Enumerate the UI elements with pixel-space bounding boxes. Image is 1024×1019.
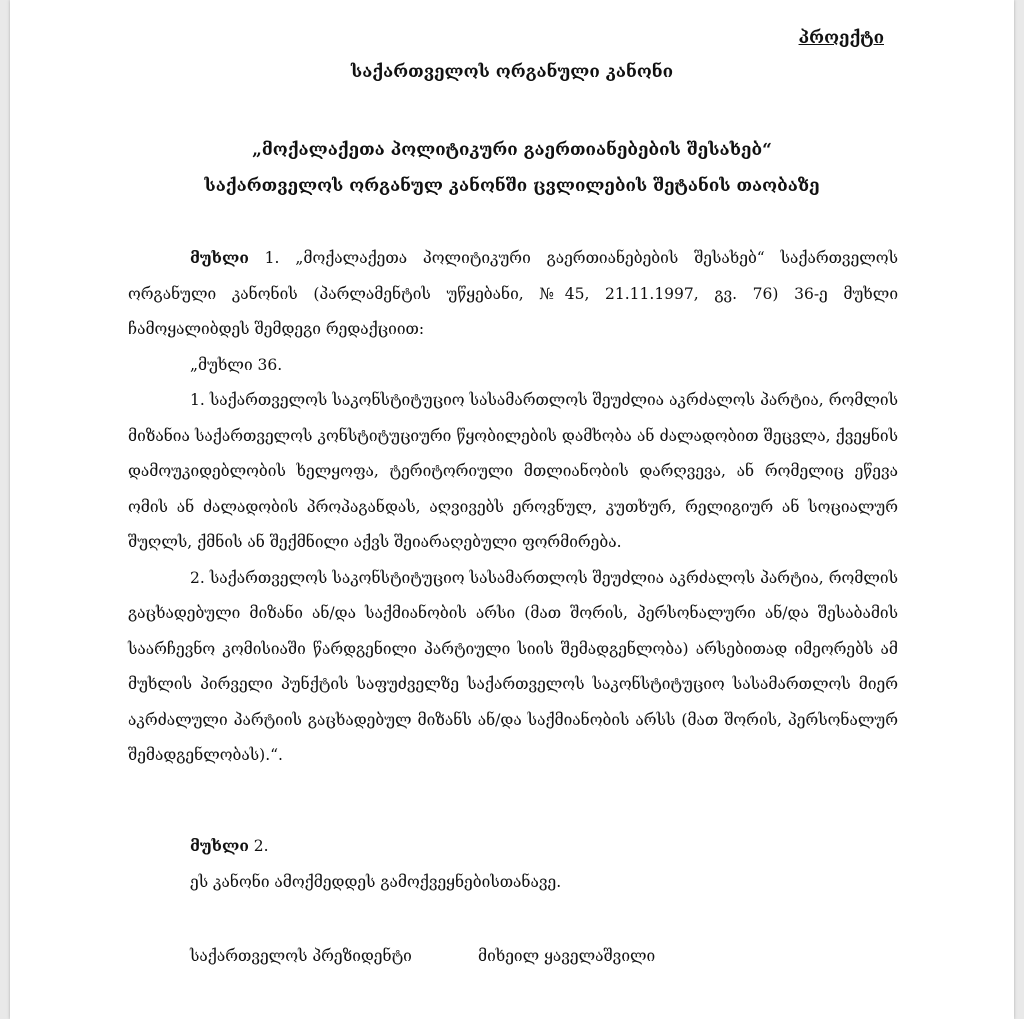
article-2-label: მუხლი <box>190 836 249 855</box>
article-2-heading <box>190 836 269 855</box>
law-subtitle-line-1: „მოქალაქეთა პოლიტიკური გაერთიანებების შესახებ“ <box>252 140 772 160</box>
article-1-intro <box>128 240 898 348</box>
signature-role: საქართველოს პრეზიდენტი <box>190 947 412 965</box>
article-36-point-1: 1. საქართველოს საკონსტიტუციო სასამართლოს შეუძლია აკრძალოს პარტია, რომლის მიზანია საქართველოს კონსტიტუციური წყობილების დამხობა ან ძალადობით შეცვლა, ქვეყნის დამოუკიდებლობის ხელყოფა, ტერიტორიული მთლიანობის დარღვევა, ან რომელიც ეწევა ომის ან ძალადობის პროპაგანდას, აღვივებს ეროვნულ, კუთხურ, რელიგიურ ან სოციალურ შუღლს, ქმნის ან შექმნილი აქვს შეიარაღებული ფორმირება. <box>128 391 898 551</box>
quoted-article-heading: „მუხლი 36. <box>190 355 283 374</box>
article-1-label: მუხლი <box>190 248 249 267</box>
document-page <box>10 0 1014 1019</box>
article-1-intro-text: 1. „მოქალაქეთა პოლიტიკური გაერთიანებების შესახებ“ საქართველოს ორგანული კანონის (პარლამენტის უწყებანი, №45, 21.11.1997, გვ. 76) 36-ე მუხლი ჩამოყალიბდეს შემდეგი რედაქციით: <box>128 249 898 338</box>
law-title: საქართველოს ორგანული კანონი <box>350 62 674 82</box>
article-2-number: 2. <box>248 837 269 855</box>
article-1 <box>128 240 898 774</box>
article-2-text: ეს კანონი ამოქმედდეს გამოქვეყნებისთანავე. <box>190 873 562 891</box>
law-subtitle-line-2: საქართველოს ორგანულ კანონში ცვლილების შეტანის თაობაზე <box>204 176 820 196</box>
signature-name: მიხეილ ყაველაშვილი <box>478 947 656 965</box>
draft-label: პროექტი <box>798 28 884 48</box>
article-36-point-2: 2. საქართველოს საკონსტიტუციო სასამართლოს შეუძლია აკრძალოს პარტია, რომლის გაცხადებული მიზანი ან/და საქმიანობის არსი (მათ შორის, პერსონალური ან/და შესაბამის საარჩევნო კომისიაში წარდგენილი პარტიული სიის შემადგენლობა) არსებითად იმეორებს ამ მუხლის პირველი პუნქტის საფუძველზე საქართველოს საკონსტიტუციო სასამართლოს მიერ აკრძალული პარტიის გაცხადებულ მიზანს ან/და საქმიანობის არსს (მათ შორის, პერსონალურ შემადგენლობას).“. <box>128 568 898 764</box>
